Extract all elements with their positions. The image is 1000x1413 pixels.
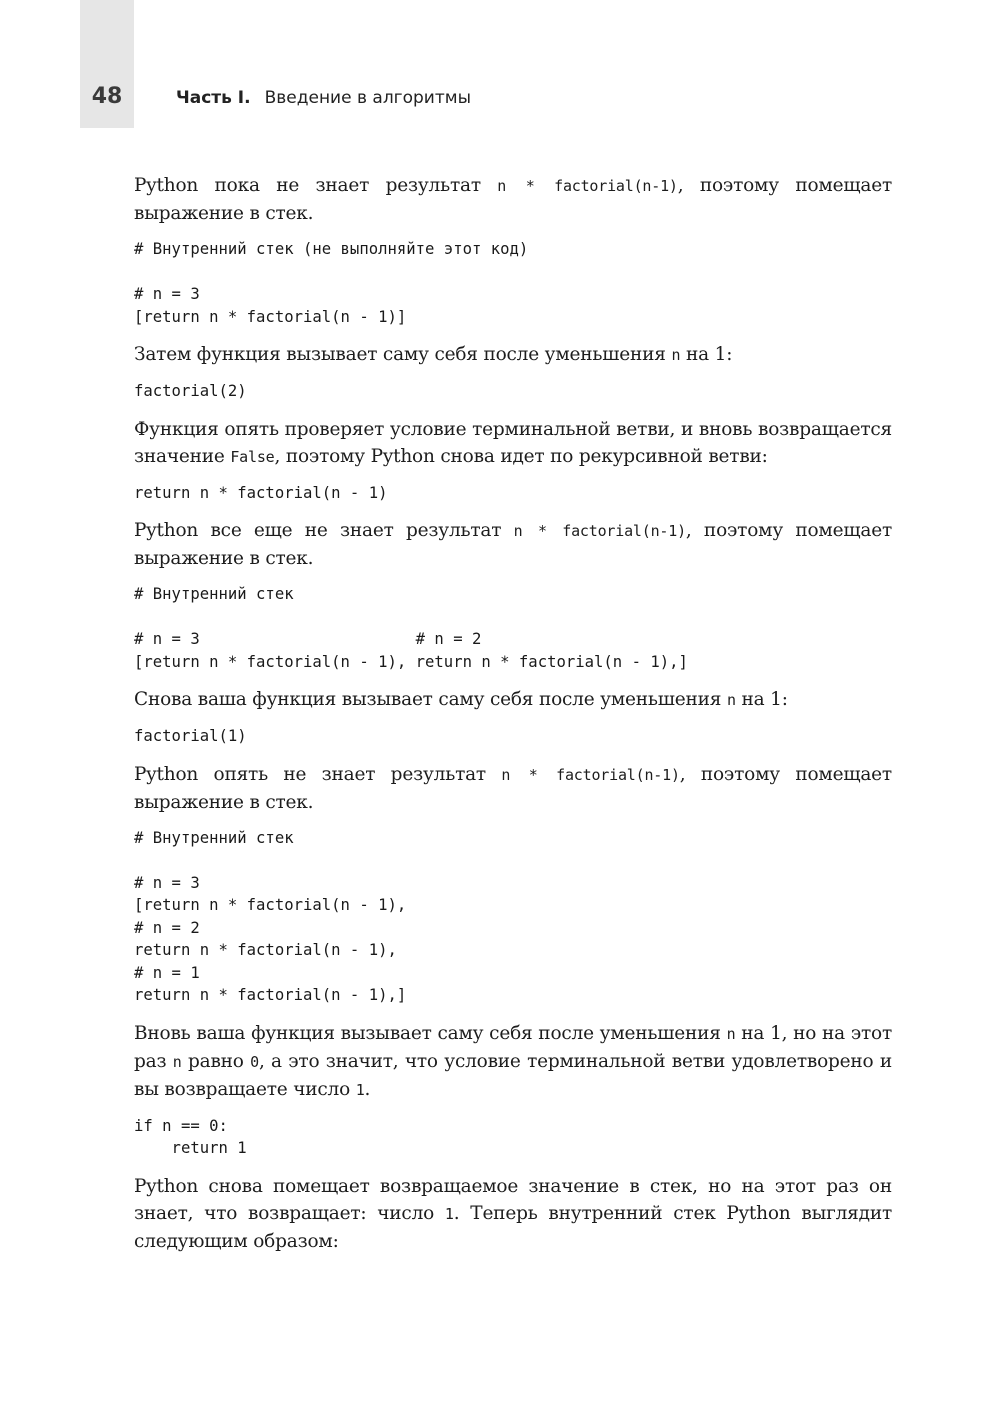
paragraph-7: Вновь ваша функция вызывает саму себя после уменьшения n на 1, но на этот раз n равно 0, а это значит, что условие терминальной ветви удовлетворено и вы возвращаете число 1. [134,1022,892,1100]
code-block-6: # Внутренний стек # n = 3 [return n * factorial(n - 1), # n = 2 return n * factorial(n - 1), # n = 1 return n * factorial(n - 1),] [134,828,407,1004]
paragraph-5: Снова ваша функция вызывает саму себя после уменьшения n на 1: [134,689,788,710]
paragraph-2: Затем функция вызывает саму себя после уменьшения n на 1: [134,344,733,365]
inline-code: n [172,1052,182,1071]
running-head [176,88,471,108]
inline-code: n * factorial(n-1) [501,765,680,784]
page-number: 48 [91,84,123,109]
code-block-3: return n * factorial(n - 1) [134,483,388,502]
paragraph-3: Функция опять проверяет условие терминальной ветви, и вновь возвращается значение False, поэтому Python снова идет по рекурсивной ветви: [134,418,892,467]
paragraph-4: Python все еще не знает результат n * factorial(n-1), поэтому помещает выражение в стек. [134,520,892,569]
inline-code: n * factorial(n-1) [497,177,678,195]
page-content [134,172,892,1266]
inline-code: n [726,1024,736,1043]
code-block-2: factorial(2) [134,382,247,400]
inline-code: n * factorial(n-1) [513,522,686,540]
code-block-5: factorial(1) [134,727,247,745]
paragraph-6: Python опять не знает результат n * factorial(n-1), поэтому помещает выражение в стек. [134,763,892,813]
part-label: Часть I. [176,88,251,108]
code-block-1: # Внутренний стек (не выполняйте этот код) # n = 3 [return n * factorial(n - 1)] [134,240,529,326]
paragraph-8: Python снова помещает возвращаемое значение в стек, но на этот раз он знает, что возвращает: число 1. Теперь внутренний стек Python выглядит следующим образом: [134,1175,892,1252]
code-block-4: # Внутренний стек # n = 3 # n = 2 [return n * factorial(n - 1), return n * factorial(n - 1),] [134,585,688,671]
part-title: Введение в алгоритмы [264,88,472,108]
inline-code: n [671,346,681,364]
code-block-7: if n == 0: return 1 [134,1116,247,1157]
inline-code: False [230,447,275,466]
inline-code: 1 [444,1204,454,1223]
inline-code: 1 [355,1080,365,1099]
paragraph-1: Python пока не знает результат n * factorial(n-1), поэтому помещает выражение в стек. [134,175,892,224]
inline-code: n [726,691,736,709]
inline-code: 0 [250,1052,259,1071]
